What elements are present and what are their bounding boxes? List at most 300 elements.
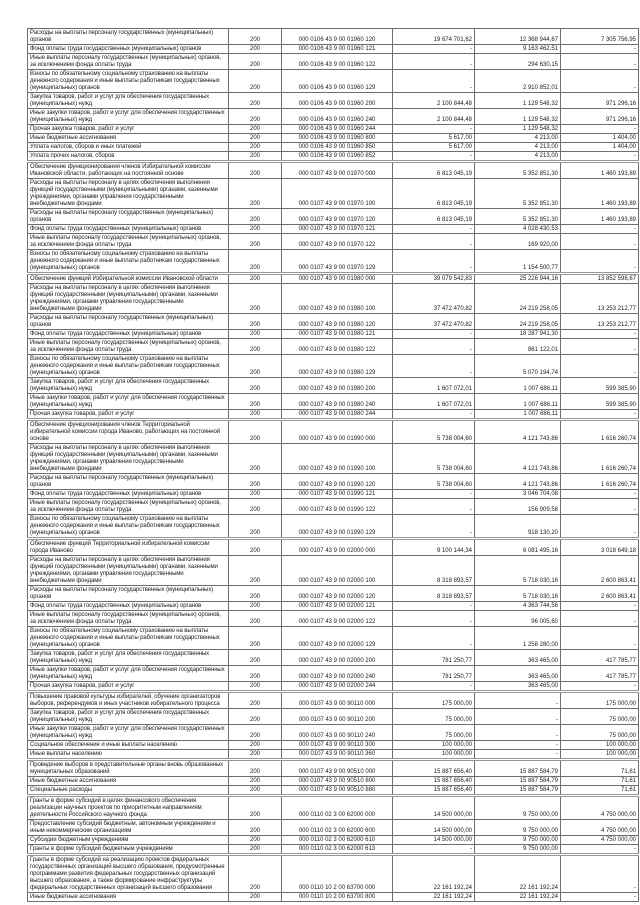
row-name-cell: Прочая закупка товаров, работ и услуг bbox=[28, 125, 229, 134]
row-line-code-cell: 200 bbox=[229, 152, 282, 162]
row-budget-code-cell: 000 0107 43 9 00 02000 000 bbox=[282, 539, 393, 556]
row-unexecuted-cell: - bbox=[561, 611, 639, 627]
row-approved-cell: 2 100 844,48 bbox=[393, 109, 475, 125]
row-approved-cell: 100 000,00 bbox=[393, 750, 475, 760]
row-unexecuted-cell: 7 305 756,95 bbox=[561, 29, 639, 45]
row-name-cell: Иные закупки товаров, работ и услуг для обеспечения государственных (муниципальных) нужд bbox=[28, 725, 229, 741]
row-name-cell: Обеспечение функций Территориальной избирательной комиссии города Иваново bbox=[28, 539, 229, 556]
row-unexecuted-cell: 2 600 863,41 bbox=[561, 586, 639, 602]
table-row bbox=[28, 666, 639, 682]
row-name-cell: Иные бюджетные ассигнования bbox=[28, 777, 229, 786]
row-budget-code-cell: 000 0107 43 9 00 90110 200 bbox=[282, 709, 393, 725]
row-budget-code-cell: 000 0107 43 9 00 01970 122 bbox=[282, 234, 393, 250]
row-line-code-cell: 200 bbox=[229, 330, 282, 339]
row-name-cell: Гранты в форме субсидий бюджетным учреждениям bbox=[28, 845, 229, 855]
row-approved-cell: - bbox=[393, 515, 475, 539]
row-line-code-cell: 200 bbox=[229, 750, 282, 760]
row-approved-cell: - bbox=[393, 682, 475, 692]
row-unexecuted-cell: - bbox=[561, 627, 639, 650]
row-budget-code-cell: 000 0106 43 9 00 01960 120 bbox=[282, 29, 393, 45]
row-approved-cell: 175 000,00 bbox=[393, 692, 475, 709]
row-line-code-cell: 200 bbox=[229, 179, 282, 209]
row-budget-code-cell: 000 0106 43 9 00 01960 244 bbox=[282, 125, 393, 134]
row-budget-code-cell: 000 0106 43 9 00 01960 800 bbox=[282, 134, 393, 143]
row-budget-code-cell: 000 0110 10 2 00 63700 800 bbox=[282, 893, 393, 902]
row-name-cell: Иные выплаты персоналу государственных (муниципальных) органов, за исключением фонда оплаты труда bbox=[28, 611, 229, 627]
row-budget-code-cell: 000 0107 43 9 00 01980 120 bbox=[282, 314, 393, 330]
row-name-cell: Уплата налогов, сборов и иных платежей bbox=[28, 143, 229, 152]
row-budget-code-cell: 000 0107 43 9 00 02000 200 bbox=[282, 650, 393, 666]
row-executed-cell: 5 352 851,30 bbox=[475, 179, 561, 209]
table-row bbox=[28, 410, 639, 420]
row-executed-cell: 4 213,00 bbox=[475, 152, 561, 162]
row-approved-cell: 14 500 000,00 bbox=[393, 836, 475, 845]
row-line-code-cell: 200 bbox=[229, 893, 282, 902]
row-line-code-cell: 200 bbox=[229, 741, 282, 750]
row-executed-cell: 2 910 852,01 bbox=[475, 70, 561, 93]
row-name-cell: Расходы на выплаты персоналу государственных (муниципальных) органов bbox=[28, 29, 229, 45]
table-row bbox=[28, 499, 639, 515]
row-executed-cell: 4 213,00 bbox=[475, 134, 561, 143]
row-budget-code-cell: 000 0106 43 9 00 01960 121 bbox=[282, 45, 393, 54]
row-name-cell: Закупка товаров, работ и услуг для обеспечения государственных (муниципальных) нужд bbox=[28, 709, 229, 725]
row-line-code-cell: 200 bbox=[229, 378, 282, 394]
row-budget-code-cell: 000 0107 43 9 00 01990 121 bbox=[282, 490, 393, 499]
row-approved-cell: - bbox=[393, 339, 475, 355]
row-line-code-cell: 200 bbox=[229, 234, 282, 250]
row-line-code-cell: 200 bbox=[229, 93, 282, 109]
table-row bbox=[28, 627, 639, 650]
row-unexecuted-cell: - bbox=[561, 355, 639, 378]
row-unexecuted-cell: - bbox=[561, 893, 639, 902]
row-approved-cell: - bbox=[393, 234, 475, 250]
row-line-code-cell: 200 bbox=[229, 274, 282, 284]
row-line-code-cell: 200 bbox=[229, 410, 282, 420]
row-unexecuted-cell: - bbox=[561, 152, 639, 162]
row-line-code-cell: 200 bbox=[229, 627, 282, 650]
table-row bbox=[28, 845, 639, 855]
row-budget-code-cell: 000 0106 43 9 00 01960 122 bbox=[282, 54, 393, 70]
row-budget-code-cell: 000 0107 43 9 00 02000 244 bbox=[282, 682, 393, 692]
row-approved-cell: 14 500 000,00 bbox=[393, 796, 475, 820]
table-row bbox=[28, 29, 639, 45]
row-budget-code-cell: 000 0106 43 9 00 01960 852 bbox=[282, 152, 393, 162]
row-approved-cell: 6 813 045,19 bbox=[393, 209, 475, 225]
row-line-code-cell: 200 bbox=[229, 777, 282, 786]
row-line-code-cell: 200 bbox=[229, 394, 282, 410]
row-name-cell: Уплата прочих налогов, сборов bbox=[28, 152, 229, 162]
row-approved-cell: 75 000,00 bbox=[393, 725, 475, 741]
row-line-code-cell: 200 bbox=[229, 134, 282, 143]
row-name-cell: Расходы на выплаты персоналу государственных (муниципальных) органов bbox=[28, 474, 229, 490]
row-executed-cell: 156 909,58 bbox=[475, 499, 561, 515]
row-unexecuted-cell: - bbox=[561, 339, 639, 355]
row-name-cell: Фонд оплаты труда государственных (муниципальных) органов bbox=[28, 330, 229, 339]
row-executed-cell: 1 154 500,77 bbox=[475, 250, 561, 274]
row-approved-cell: - bbox=[393, 330, 475, 339]
row-executed-cell: 1 007 686,11 bbox=[475, 378, 561, 394]
row-approved-cell: 781 250,77 bbox=[393, 666, 475, 682]
row-executed-cell: 1 007 686,11 bbox=[475, 410, 561, 420]
row-name-cell: Повышение правовой культуры избирателей, обучение организаторов выборов, референдумов и иных участников избирательного процесса bbox=[28, 692, 229, 709]
table-row bbox=[28, 70, 639, 93]
row-line-code-cell: 200 bbox=[229, 539, 282, 556]
row-budget-code-cell: 000 0107 43 9 00 01990 120 bbox=[282, 474, 393, 490]
row-line-code-cell: 200 bbox=[229, 339, 282, 355]
row-line-code-cell: 200 bbox=[229, 796, 282, 820]
table-row bbox=[28, 682, 639, 692]
row-name-cell: Иные закупки товаров, работ и услуг для обеспечения государственных (муниципальных) нужд bbox=[28, 666, 229, 682]
row-executed-cell: 4 213,00 bbox=[475, 143, 561, 152]
row-approved-cell: 8 318 893,57 bbox=[393, 556, 475, 586]
row-executed-cell: 1 129 548,32 bbox=[475, 125, 561, 134]
row-name-cell: Иные бюджетные ассигнования bbox=[28, 134, 229, 143]
row-name-cell: Гранты в форме субсидий в целях финансового обеспечения реализации научных проектов по приоритетным направлениям деятельности Российского научного фонда bbox=[28, 796, 229, 820]
row-budget-code-cell: 000 0107 43 9 00 01990 122 bbox=[282, 499, 393, 515]
row-executed-cell: 24 219 258,05 bbox=[475, 314, 561, 330]
row-executed-cell: - bbox=[475, 692, 561, 709]
row-line-code-cell: 200 bbox=[229, 314, 282, 330]
row-executed-cell: 22 161 192,24 bbox=[475, 855, 561, 893]
row-unexecuted-cell: - bbox=[561, 225, 639, 234]
row-approved-cell: - bbox=[393, 845, 475, 855]
row-unexecuted-cell: 1 404,00 bbox=[561, 134, 639, 143]
table-row bbox=[28, 179, 639, 209]
table-row bbox=[28, 54, 639, 70]
row-executed-cell: 9 750 000,00 bbox=[475, 820, 561, 836]
row-budget-code-cell: 000 0107 43 9 00 01970 129 bbox=[282, 250, 393, 274]
table-row bbox=[28, 109, 639, 125]
row-approved-cell: 22 161 192,24 bbox=[393, 893, 475, 902]
table-row bbox=[28, 786, 639, 796]
row-budget-code-cell: 000 0106 43 9 00 01960 200 bbox=[282, 93, 393, 109]
row-approved-cell: 2 100 844,48 bbox=[393, 93, 475, 109]
row-executed-cell: 24 219 258,05 bbox=[475, 284, 561, 314]
row-executed-cell: 25 226 944,16 bbox=[475, 274, 561, 284]
row-line-code-cell: 200 bbox=[229, 836, 282, 845]
row-name-cell: Обеспечение функционирования членов Избирательной комиссии Ивановской области, работающих на постоянной основе bbox=[28, 162, 229, 179]
row-name-cell: Расходы на выплаты персоналу в целях обеспечения выполнения функций государственными (муниципальными) органами, казенными учреждениями, органами управления государственными внебюджетными фондами bbox=[28, 284, 229, 314]
row-name-cell: Иные выплаты населению bbox=[28, 750, 229, 760]
row-unexecuted-cell: - bbox=[561, 70, 639, 93]
row-approved-cell: 15 887 656,40 bbox=[393, 760, 475, 777]
row-unexecuted-cell: - bbox=[561, 125, 639, 134]
row-executed-cell: 15 887 584,79 bbox=[475, 777, 561, 786]
row-line-code-cell: 200 bbox=[229, 490, 282, 499]
row-line-code-cell: 200 bbox=[229, 162, 282, 179]
table-row bbox=[28, 709, 639, 725]
table-row bbox=[28, 274, 639, 284]
row-line-code-cell: 200 bbox=[229, 650, 282, 666]
row-budget-code-cell: 000 0107 43 9 00 90110 300 bbox=[282, 741, 393, 750]
row-budget-code-cell: 000 0107 43 9 00 01980 000 bbox=[282, 274, 393, 284]
row-executed-cell: - bbox=[475, 709, 561, 725]
row-line-code-cell: 200 bbox=[229, 109, 282, 125]
row-name-cell: Фонд оплаты труда государственных (муниципальных) органов bbox=[28, 490, 229, 499]
row-name-cell: Расходы на выплаты персоналу в целях обеспечения выполнения функций государственными (муниципальными) органами, казенными учреждениями, органами управления государственными внебюджетными фондами bbox=[28, 179, 229, 209]
row-approved-cell: 6 813 045,19 bbox=[393, 179, 475, 209]
row-unexecuted-cell: 1 616 260,74 bbox=[561, 474, 639, 490]
row-executed-cell: 6 081 495,16 bbox=[475, 539, 561, 556]
row-executed-cell: 5 352 851,30 bbox=[475, 162, 561, 179]
row-executed-cell: 9 750 000,00 bbox=[475, 796, 561, 820]
row-budget-code-cell: 000 0107 43 9 00 02000 100 bbox=[282, 556, 393, 586]
row-executed-cell: 4 363 744,56 bbox=[475, 602, 561, 611]
row-name-cell: Фонд оплаты труда государственных (муниципальных) органов bbox=[28, 225, 229, 234]
row-name-cell: Обеспечение функций Избирательной комиссии Ивановской области bbox=[28, 274, 229, 284]
row-line-code-cell: 200 bbox=[229, 420, 282, 444]
row-approved-cell: 781 250,77 bbox=[393, 650, 475, 666]
table-row bbox=[28, 314, 639, 330]
row-name-cell: Предоставление субсидий бюджетным, автономным учреждениям и иным некоммерческим организациям bbox=[28, 820, 229, 836]
row-name-cell: Специальные расходы bbox=[28, 786, 229, 796]
row-budget-code-cell: 000 0107 43 9 00 01980 129 bbox=[282, 355, 393, 378]
row-line-code-cell: 200 bbox=[229, 225, 282, 234]
row-name-cell: Расходы на выплаты персоналу государственных (муниципальных) органов bbox=[28, 314, 229, 330]
row-name-cell: Иные закупки товаров, работ и услуг для обеспечения государственных (муниципальных) нужд bbox=[28, 394, 229, 410]
table-row bbox=[28, 234, 639, 250]
row-budget-code-cell: 000 0107 43 9 00 90110 000 bbox=[282, 692, 393, 709]
table-row bbox=[28, 339, 639, 355]
row-unexecuted-cell: 417 785,77 bbox=[561, 650, 639, 666]
row-executed-cell: 918 130,20 bbox=[475, 515, 561, 539]
row-approved-cell: 1 607 072,01 bbox=[393, 378, 475, 394]
table-row bbox=[28, 355, 639, 378]
table-row bbox=[28, 225, 639, 234]
row-unexecuted-cell: - bbox=[561, 845, 639, 855]
row-approved-cell: - bbox=[393, 410, 475, 420]
table-row bbox=[28, 474, 639, 490]
row-unexecuted-cell: - bbox=[561, 234, 639, 250]
row-budget-code-cell: 000 0106 43 9 00 01960 850 bbox=[282, 143, 393, 152]
row-executed-cell: 363 465,00 bbox=[475, 666, 561, 682]
table-row bbox=[28, 515, 639, 539]
row-executed-cell: 5 352 851,30 bbox=[475, 209, 561, 225]
row-budget-code-cell: 000 0107 43 9 00 02000 240 bbox=[282, 666, 393, 682]
row-name-cell: Закупка товаров, работ и услуг для обеспечения государственных (муниципальных) нужд bbox=[28, 93, 229, 109]
row-unexecuted-cell: 100 000,00 bbox=[561, 750, 639, 760]
row-budget-code-cell: 000 0107 43 9 00 02000 121 bbox=[282, 602, 393, 611]
row-line-code-cell: 200 bbox=[229, 725, 282, 741]
row-unexecuted-cell: 71,61 bbox=[561, 786, 639, 796]
row-executed-cell: 294 630,15 bbox=[475, 54, 561, 70]
row-budget-code-cell: 000 0107 43 9 00 01980 100 bbox=[282, 284, 393, 314]
row-executed-cell: 96 005,60 bbox=[475, 611, 561, 627]
row-approved-cell: 37 472 470,82 bbox=[393, 314, 475, 330]
table-row bbox=[28, 611, 639, 627]
row-unexecuted-cell: 175 000,00 bbox=[561, 692, 639, 709]
row-unexecuted-cell: - bbox=[561, 515, 639, 539]
row-name-cell: Закупка товаров, работ и услуг для обеспечения государственных (муниципальных) нужд bbox=[28, 650, 229, 666]
table-row bbox=[28, 444, 639, 474]
row-line-code-cell: 200 bbox=[229, 692, 282, 709]
row-line-code-cell: 200 bbox=[229, 820, 282, 836]
table-row bbox=[28, 420, 639, 444]
row-budget-code-cell: 000 0107 43 9 00 02000 120 bbox=[282, 586, 393, 602]
row-unexecuted-cell: 1 616 260,74 bbox=[561, 420, 639, 444]
row-name-cell: Расходы на выплаты персоналу в целях обеспечения выполнения функций государственными (муниципальными) органами, казенными учреждениями, органами управления государственными внебюджетными фондами bbox=[28, 444, 229, 474]
row-line-code-cell: 200 bbox=[229, 474, 282, 490]
row-name-cell: Взносы по обязательному социальному страхованию на выплаты денежного содержания и иные выплаты работникам государственных (муниципальных) органов bbox=[28, 627, 229, 650]
row-unexecuted-cell: - bbox=[561, 490, 639, 499]
row-executed-cell: 4 121 743,86 bbox=[475, 420, 561, 444]
table-row bbox=[28, 777, 639, 786]
table-row bbox=[28, 490, 639, 499]
row-line-code-cell: 200 bbox=[229, 786, 282, 796]
row-unexecuted-cell: 1 404,00 bbox=[561, 143, 639, 152]
row-approved-cell: 75 000,00 bbox=[393, 709, 475, 725]
row-name-cell: Взносы по обязательному социальному страхованию на выплаты денежного содержания и иные выплаты работникам государственных (муниципальных) органов bbox=[28, 70, 229, 93]
row-executed-cell: 4 121 743,86 bbox=[475, 444, 561, 474]
row-approved-cell: - bbox=[393, 250, 475, 274]
table-row bbox=[28, 650, 639, 666]
row-approved-cell: - bbox=[393, 627, 475, 650]
row-line-code-cell: 200 bbox=[229, 515, 282, 539]
row-name-cell: Иные выплаты персоналу государственных (муниципальных) органов, за исключением фонда оплаты труда bbox=[28, 499, 229, 515]
table-row bbox=[28, 152, 639, 162]
row-executed-cell: 169 920,00 bbox=[475, 234, 561, 250]
row-unexecuted-cell: 3 018 649,18 bbox=[561, 539, 639, 556]
row-budget-code-cell: 000 0107 43 9 00 90510 800 bbox=[282, 777, 393, 786]
row-line-code-cell: 200 bbox=[229, 444, 282, 474]
row-budget-code-cell: 000 0107 43 9 00 01980 240 bbox=[282, 394, 393, 410]
row-unexecuted-cell: 4 750 000,00 bbox=[561, 820, 639, 836]
row-approved-cell: 22 161 192,24 bbox=[393, 855, 475, 893]
row-approved-cell: 5 738 004,60 bbox=[393, 420, 475, 444]
row-line-code-cell: 200 bbox=[229, 143, 282, 152]
row-name-cell: Иные бюджетные ассигнования bbox=[28, 893, 229, 902]
row-name-cell: Иные выплаты персоналу государственных (муниципальных) органов, за исключением фонда оплаты труда bbox=[28, 234, 229, 250]
row-approved-cell: 5 738 004,60 bbox=[393, 444, 475, 474]
row-executed-cell: 5 718 030,16 bbox=[475, 586, 561, 602]
row-name-cell: Взносы по обязательному социальному страхованию на выплаты денежного содержания и иные выплаты работникам государственных (муниципальных) органов bbox=[28, 355, 229, 378]
row-approved-cell: 8 318 893,57 bbox=[393, 586, 475, 602]
row-budget-code-cell: 000 0107 43 9 00 01980 244 bbox=[282, 410, 393, 420]
row-executed-cell: 22 161 192,24 bbox=[475, 893, 561, 902]
table-row bbox=[28, 162, 639, 179]
row-executed-cell: - bbox=[475, 741, 561, 750]
row-approved-cell: - bbox=[393, 54, 475, 70]
row-unexecuted-cell: 599 385,90 bbox=[561, 378, 639, 394]
row-line-code-cell: 200 bbox=[229, 355, 282, 378]
row-budget-code-cell: 000 0107 43 9 00 01980 122 bbox=[282, 339, 393, 355]
table-row bbox=[28, 284, 639, 314]
table-row bbox=[28, 93, 639, 109]
row-unexecuted-cell: - bbox=[561, 410, 639, 420]
table-row bbox=[28, 539, 639, 556]
row-line-code-cell: 200 bbox=[229, 611, 282, 627]
row-unexecuted-cell: 75 000,00 bbox=[561, 709, 639, 725]
row-unexecuted-cell: 13 253 212,77 bbox=[561, 314, 639, 330]
row-line-code-cell: 200 bbox=[229, 209, 282, 225]
table-row bbox=[28, 134, 639, 143]
table-row bbox=[28, 820, 639, 836]
row-executed-cell: 363 465,00 bbox=[475, 682, 561, 692]
row-executed-cell: 18 287 941,30 bbox=[475, 330, 561, 339]
row-unexecuted-cell: 71,61 bbox=[561, 760, 639, 777]
row-approved-cell: 6 813 045,19 bbox=[393, 162, 475, 179]
row-name-cell: Прочая закупка товаров, работ и услуг bbox=[28, 682, 229, 692]
row-budget-code-cell: 000 0110 02 3 00 62000 610 bbox=[282, 836, 393, 845]
row-executed-cell: 1 007 686,11 bbox=[475, 394, 561, 410]
row-unexecuted-cell: - bbox=[561, 682, 639, 692]
row-unexecuted-cell: - bbox=[561, 250, 639, 274]
row-line-code-cell: 200 bbox=[229, 125, 282, 134]
row-name-cell: Расходы на выплаты персоналу государственных (муниципальных) органов bbox=[28, 209, 229, 225]
row-approved-cell: - bbox=[393, 225, 475, 234]
row-budget-code-cell: 000 0107 43 9 00 01970 000 bbox=[282, 162, 393, 179]
row-line-code-cell: 200 bbox=[229, 602, 282, 611]
row-line-code-cell: 200 bbox=[229, 54, 282, 70]
row-line-code-cell: 200 bbox=[229, 499, 282, 515]
row-name-cell: Взносы по обязательному социальному страхованию на выплаты денежного содержания и иные выплаты работникам государственных (муниципальных) органов bbox=[28, 515, 229, 539]
table-row bbox=[28, 378, 639, 394]
row-executed-cell: 9 163 462,51 bbox=[475, 45, 561, 54]
row-name-cell: Обеспечение функционирования членов Территориальной избирательной комиссии города Иваново, работающих на постоянной основе bbox=[28, 420, 229, 444]
row-approved-cell: - bbox=[393, 602, 475, 611]
table-row bbox=[28, 760, 639, 777]
row-unexecuted-cell: - bbox=[561, 54, 639, 70]
row-line-code-cell: 200 bbox=[229, 29, 282, 45]
row-approved-cell: 5 738 004,60 bbox=[393, 474, 475, 490]
row-budget-code-cell: 000 0107 43 9 00 90110 360 bbox=[282, 750, 393, 760]
row-name-cell: Расходы на выплаты персоналу государственных (муниципальных) органов bbox=[28, 586, 229, 602]
row-budget-code-cell: 000 0106 43 9 00 01960 240 bbox=[282, 109, 393, 125]
row-unexecuted-cell: 971 296,16 bbox=[561, 109, 639, 125]
row-approved-cell: 5 617,00 bbox=[393, 143, 475, 152]
row-executed-cell: 5 718 030,16 bbox=[475, 556, 561, 586]
row-line-code-cell: 200 bbox=[229, 556, 282, 586]
row-unexecuted-cell: 599 385,90 bbox=[561, 394, 639, 410]
row-name-cell: Иные закупки товаров, работ и услуг для обеспечения государственных (муниципальных) нужд bbox=[28, 109, 229, 125]
row-approved-cell: - bbox=[393, 490, 475, 499]
row-approved-cell: - bbox=[393, 611, 475, 627]
row-name-cell: Иные выплаты персоналу государственных (муниципальных) органов, за исключением фонда оплаты труда bbox=[28, 54, 229, 70]
table-row bbox=[28, 143, 639, 152]
row-unexecuted-cell: 71,61 bbox=[561, 777, 639, 786]
table-row bbox=[28, 893, 639, 902]
row-unexecuted-cell: - bbox=[561, 330, 639, 339]
row-unexecuted-cell: 1 460 193,89 bbox=[561, 162, 639, 179]
table-row bbox=[28, 394, 639, 410]
row-budget-code-cell: 000 0107 43 9 00 01990 100 bbox=[282, 444, 393, 474]
row-unexecuted-cell: 1 616 260,74 bbox=[561, 444, 639, 474]
row-budget-code-cell: 000 0110 02 3 00 62000 600 bbox=[282, 820, 393, 836]
row-unexecuted-cell: - bbox=[561, 855, 639, 893]
row-approved-cell: - bbox=[393, 152, 475, 162]
row-name-cell: Гранты в форме субсидий на реализацию проектов федеральных государственных организаций высшего образования, предусмотренные программами развития федеральных государственных организаций высшего образования, а также формирование инфраструктуры федеральных государственных организаций высшего образования bbox=[28, 855, 229, 893]
table-row bbox=[28, 750, 639, 760]
row-executed-cell: 4 121 743,86 bbox=[475, 474, 561, 490]
table-row bbox=[28, 725, 639, 741]
table-row bbox=[28, 125, 639, 134]
row-budget-code-cell: 000 0107 43 9 00 01990 000 bbox=[282, 420, 393, 444]
row-line-code-cell: 200 bbox=[229, 855, 282, 893]
row-approved-cell: 100 000,00 bbox=[393, 741, 475, 750]
row-name-cell: Иные выплаты персоналу государственных (муниципальных) органов, за исключением фонда оплаты труда bbox=[28, 339, 229, 355]
row-unexecuted-cell: 417 785,77 bbox=[561, 666, 639, 682]
row-budget-code-cell: 000 0107 43 9 00 01970 120 bbox=[282, 209, 393, 225]
row-approved-cell: 39 079 542,83 bbox=[393, 274, 475, 284]
row-executed-cell: 12 368 944,67 bbox=[475, 29, 561, 45]
row-name-cell: Закупка товаров, работ и услуг для обеспечения государственных (муниципальных) нужд bbox=[28, 378, 229, 394]
row-approved-cell: - bbox=[393, 499, 475, 515]
row-executed-cell: 3 046 704,08 bbox=[475, 490, 561, 499]
row-unexecuted-cell: - bbox=[561, 602, 639, 611]
table-row bbox=[28, 250, 639, 274]
row-budget-code-cell: 000 0107 43 9 00 02000 122 bbox=[282, 611, 393, 627]
budget-table-body bbox=[28, 29, 639, 902]
